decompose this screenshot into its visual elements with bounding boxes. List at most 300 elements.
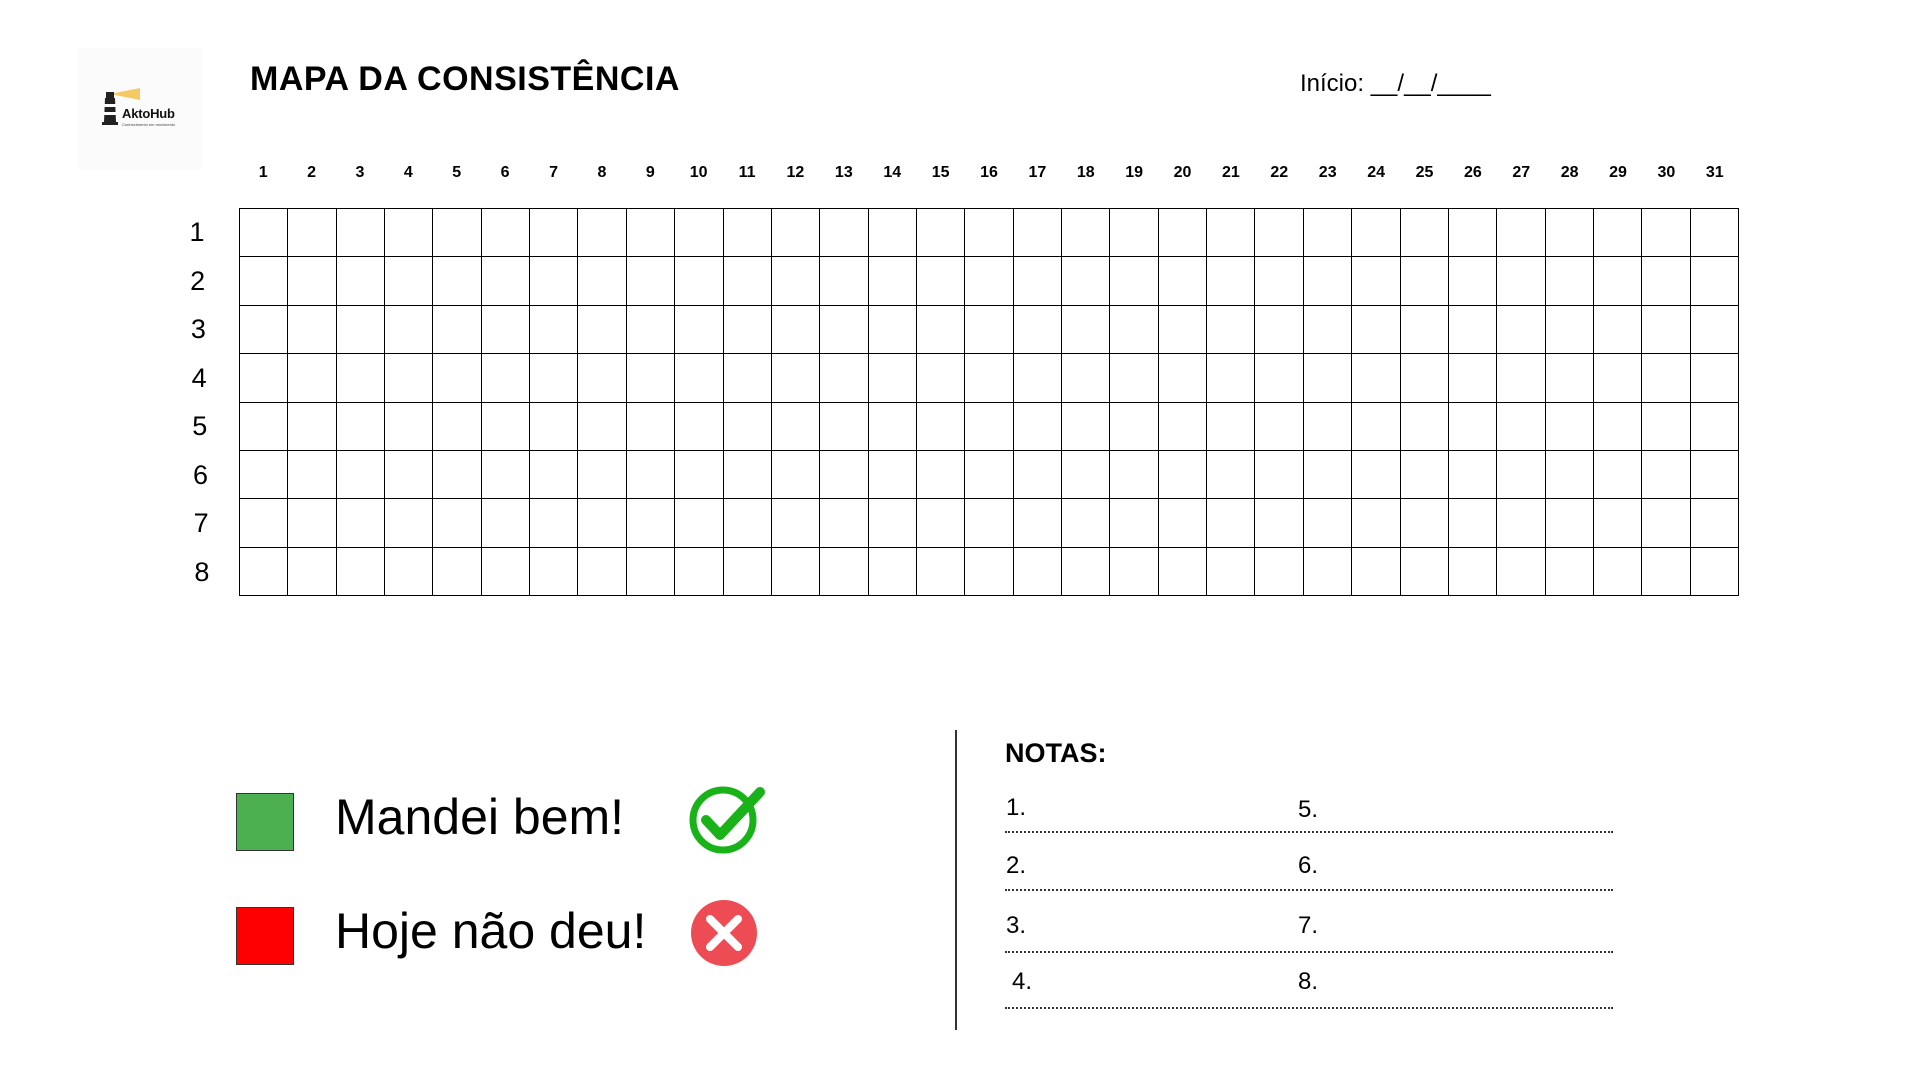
tracker-cell[interactable] xyxy=(385,354,433,402)
day-label: 2 xyxy=(307,164,317,181)
tracker-cell[interactable] xyxy=(337,209,385,257)
tracker-cell[interactable] xyxy=(965,209,1013,257)
tracker-cell[interactable] xyxy=(433,499,481,547)
tracker-cell[interactable] xyxy=(1401,306,1449,354)
tracker-cell[interactable] xyxy=(1014,451,1062,499)
tracker-cell[interactable] xyxy=(869,451,917,499)
tracker-cell[interactable] xyxy=(240,209,288,257)
tracker-cell[interactable] xyxy=(578,548,626,596)
tracker-cell[interactable] xyxy=(965,354,1013,402)
tracker-cell[interactable] xyxy=(1691,354,1739,402)
day-label: 29 xyxy=(1609,164,1627,181)
tracker-cell[interactable] xyxy=(724,257,772,305)
tracker-cell[interactable] xyxy=(578,209,626,257)
tracker-cell[interactable] xyxy=(288,354,336,402)
tracker-cell[interactable] xyxy=(772,306,820,354)
tracker-cell[interactable] xyxy=(1642,451,1690,499)
tracker-cell[interactable] xyxy=(917,548,965,596)
tracker-cell[interactable] xyxy=(1207,403,1255,451)
tracker-cell[interactable] xyxy=(1110,209,1158,257)
tracker-cell[interactable] xyxy=(1449,499,1497,547)
tracker-cell[interactable] xyxy=(1014,257,1062,305)
tracker-cell[interactable] xyxy=(385,499,433,547)
tracker-cell[interactable] xyxy=(1110,548,1158,596)
tracker-cell[interactable] xyxy=(1255,209,1303,257)
tracker-cell[interactable] xyxy=(1110,354,1158,402)
tracker-cell[interactable] xyxy=(1159,403,1207,451)
note-4: 4. xyxy=(1012,968,1033,995)
tracker-cell[interactable] xyxy=(965,403,1013,451)
tracker-cell[interactable] xyxy=(724,354,772,402)
day-label: 7 xyxy=(549,164,558,181)
tracker-cell[interactable] xyxy=(1159,451,1207,499)
tracker-cell[interactable] xyxy=(1497,451,1545,499)
page-title: MAPA DA CONSISTÊNCIA xyxy=(250,60,680,98)
tracker-cell[interactable] xyxy=(724,403,772,451)
day-label: 14 xyxy=(883,164,902,181)
day-label: 24 xyxy=(1367,164,1385,181)
note-line-1[interactable] xyxy=(1005,831,1613,833)
day-label: 10 xyxy=(689,164,708,181)
tracker-cell[interactable] xyxy=(1449,306,1497,354)
tracker-cell[interactable] xyxy=(627,403,675,451)
tracker-cell[interactable] xyxy=(1014,403,1062,451)
tracker-cell[interactable] xyxy=(724,209,772,257)
tracker-cell[interactable] xyxy=(1014,306,1062,354)
tracker-cell[interactable] xyxy=(1546,209,1594,257)
tracker-cell[interactable] xyxy=(627,257,675,305)
tracker-cell[interactable] xyxy=(1352,451,1400,499)
tracker-cell[interactable] xyxy=(1207,354,1255,402)
tracker-cell[interactable] xyxy=(820,548,868,596)
tracker-cell[interactable] xyxy=(530,306,578,354)
tracker-cell[interactable] xyxy=(578,257,626,305)
row-label: 7 xyxy=(193,508,209,538)
tracker-cell[interactable] xyxy=(675,257,723,305)
tracker-cell[interactable] xyxy=(1546,548,1594,596)
tracker-cell[interactable] xyxy=(433,209,481,257)
tracker-cell[interactable] xyxy=(240,451,288,499)
note-line-2[interactable] xyxy=(1005,889,1613,891)
tracker-cell[interactable] xyxy=(1594,257,1642,305)
row-label: 4 xyxy=(191,362,207,393)
tracker-cell[interactable] xyxy=(1401,499,1449,547)
tracker-cell[interactable] xyxy=(627,451,675,499)
tracker-cell[interactable] xyxy=(675,209,723,257)
tracker-cell[interactable] xyxy=(820,451,868,499)
check-circle-icon xyxy=(688,782,766,854)
tracker-cell[interactable] xyxy=(433,306,481,354)
tracker-cell[interactable] xyxy=(530,548,578,596)
tracker-cell[interactable] xyxy=(917,451,965,499)
tracker-cell[interactable] xyxy=(772,451,820,499)
tracker-cell[interactable] xyxy=(1401,451,1449,499)
tracker-cell[interactable] xyxy=(869,354,917,402)
tracker-cell[interactable] xyxy=(337,403,385,451)
day-label: 9 xyxy=(645,164,655,181)
tracker-cell[interactable] xyxy=(1691,306,1739,354)
tracker-cell[interactable] xyxy=(1304,257,1352,305)
notes-title: NOTAS: xyxy=(1005,738,1107,768)
tracker-cell[interactable] xyxy=(1546,306,1594,354)
tracker-cell[interactable] xyxy=(1594,451,1642,499)
tracker-cell[interactable] xyxy=(965,451,1013,499)
note-2: 2. xyxy=(1006,852,1027,879)
tracker-cell[interactable] xyxy=(627,548,675,596)
tracker-cell[interactable] xyxy=(337,306,385,354)
tracker-cell[interactable] xyxy=(1062,548,1110,596)
note-6: 6. xyxy=(1298,852,1319,879)
tracker-cell[interactable] xyxy=(1255,257,1303,305)
tracker-cell[interactable] xyxy=(772,499,820,547)
day-label: 4 xyxy=(403,164,413,181)
tracker-cell[interactable] xyxy=(578,306,626,354)
tracker-cell[interactable] xyxy=(1594,306,1642,354)
tracker-cell[interactable] xyxy=(965,257,1013,305)
tracker-cell[interactable] xyxy=(869,209,917,257)
tracker-cell[interactable] xyxy=(1691,257,1739,305)
tracker-cell[interactable] xyxy=(869,499,917,547)
tracker-cell[interactable] xyxy=(530,354,578,402)
tracker-cell[interactable] xyxy=(1691,209,1739,257)
tracker-cell[interactable] xyxy=(1062,451,1110,499)
tracker-cell[interactable] xyxy=(1062,306,1110,354)
day-label: 8 xyxy=(597,164,607,181)
tracker-cell[interactable] xyxy=(965,548,1013,596)
tracker-cell[interactable] xyxy=(288,403,336,451)
tracker-cell[interactable] xyxy=(1159,306,1207,354)
tracker-cell[interactable] xyxy=(1642,209,1690,257)
tracker-cell[interactable] xyxy=(820,499,868,547)
tracker-cell[interactable] xyxy=(240,548,288,596)
tracker-cell[interactable] xyxy=(1014,209,1062,257)
tracker-cell[interactable] xyxy=(772,548,820,596)
tracker-cell[interactable] xyxy=(1449,209,1497,257)
tracker-cell[interactable] xyxy=(578,499,626,547)
tracker-cell[interactable] xyxy=(385,209,433,257)
day-label: 27 xyxy=(1512,164,1531,181)
tracker-cell[interactable] xyxy=(1401,548,1449,596)
day-label: 28 xyxy=(1560,164,1579,181)
day-label: 20 xyxy=(1173,164,1192,181)
tracker-cell[interactable] xyxy=(530,257,578,305)
day-label: 21 xyxy=(1222,164,1240,181)
tracker-cell[interactable] xyxy=(1642,403,1690,451)
tracker-cell[interactable] xyxy=(1159,548,1207,596)
tracker-cell[interactable] xyxy=(1304,403,1352,451)
tracker-cell[interactable] xyxy=(240,257,288,305)
tracker-cell[interactable] xyxy=(1352,548,1400,596)
tracker-cell[interactable] xyxy=(482,209,530,257)
tracker-cell[interactable] xyxy=(724,306,772,354)
tracker-cell[interactable] xyxy=(1304,354,1352,402)
tracker-cell[interactable] xyxy=(1062,209,1110,257)
note-8: 8. xyxy=(1298,968,1319,995)
tracker-cell[interactable] xyxy=(772,257,820,305)
tracker-cell[interactable] xyxy=(1304,451,1352,499)
tracker-cell[interactable] xyxy=(1014,354,1062,402)
tracker-cell[interactable] xyxy=(1401,354,1449,402)
tracker-cell[interactable] xyxy=(772,209,820,257)
tracker-cell[interactable] xyxy=(772,403,820,451)
tracker-cell[interactable] xyxy=(482,451,530,499)
tracker-cell[interactable] xyxy=(1062,403,1110,451)
tracker-cell[interactable] xyxy=(337,354,385,402)
tracker-cell[interactable] xyxy=(1401,403,1449,451)
tracker-cell[interactable] xyxy=(1304,209,1352,257)
row-label: 3 xyxy=(190,314,206,344)
tracker-cell[interactable] xyxy=(1304,548,1352,596)
tracker-cell[interactable] xyxy=(1497,548,1545,596)
tracker-cell[interactable] xyxy=(675,499,723,547)
tracker-cell[interactable] xyxy=(1401,209,1449,257)
tracker-cell[interactable] xyxy=(1594,354,1642,402)
day-label: 6 xyxy=(500,164,510,181)
tracker-cell[interactable] xyxy=(1642,354,1690,402)
tracker-cell[interactable] xyxy=(724,499,772,547)
tracker-cell[interactable] xyxy=(675,306,723,354)
tracker-cell[interactable] xyxy=(1110,499,1158,547)
tracker-cell[interactable] xyxy=(1352,499,1400,547)
tracker-cell[interactable] xyxy=(433,354,481,402)
tracker-cell[interactable] xyxy=(820,354,868,402)
tracker-cell[interactable] xyxy=(337,257,385,305)
tracker-cell[interactable] xyxy=(288,209,336,257)
tracker-cell[interactable] xyxy=(917,306,965,354)
tracker-cell[interactable] xyxy=(530,499,578,547)
tracker-cell[interactable] xyxy=(530,209,578,257)
tracker-cell[interactable] xyxy=(869,403,917,451)
tracker-cell[interactable] xyxy=(1642,257,1690,305)
tracker-cell[interactable] xyxy=(578,354,626,402)
tracker-cell[interactable] xyxy=(433,403,481,451)
day-label: 13 xyxy=(834,164,853,181)
tracker-cell[interactable] xyxy=(820,209,868,257)
tracker-cell[interactable] xyxy=(1352,306,1400,354)
row-label: 5 xyxy=(192,411,208,441)
tracker-cell[interactable] xyxy=(1642,499,1690,547)
tracker-cell[interactable] xyxy=(1352,209,1400,257)
note-5: 5. xyxy=(1298,796,1319,823)
tracker-cell[interactable] xyxy=(869,257,917,305)
tracker-cell[interactable] xyxy=(1255,548,1303,596)
row-label: 2 xyxy=(190,265,206,296)
tracker-cell[interactable] xyxy=(240,306,288,354)
note-line-4[interactable] xyxy=(1005,1007,1613,1009)
tracker-cell[interactable] xyxy=(772,354,820,402)
tracker-cell[interactable] xyxy=(675,548,723,596)
tracker-cell[interactable] xyxy=(724,451,772,499)
tracker-cell[interactable] xyxy=(288,451,336,499)
tracker-cell[interactable] xyxy=(385,257,433,305)
row-label: 6 xyxy=(192,459,209,490)
tracker-cell[interactable] xyxy=(1594,403,1642,451)
tracker-cell[interactable] xyxy=(337,548,385,596)
tracker-cell[interactable] xyxy=(1159,499,1207,547)
tracker-cell[interactable] xyxy=(1207,209,1255,257)
day-label: 15 xyxy=(931,164,950,181)
tracker-cell[interactable] xyxy=(1594,548,1642,596)
tracker-cell[interactable] xyxy=(1497,209,1545,257)
tracker-cell[interactable] xyxy=(1062,257,1110,305)
day-label: 12 xyxy=(786,164,805,181)
tracker-cell[interactable] xyxy=(675,403,723,451)
tracker-cell[interactable] xyxy=(1255,354,1303,402)
tracker-cell[interactable] xyxy=(433,257,481,305)
tracker-cell[interactable] xyxy=(1255,403,1303,451)
tracker-cell[interactable] xyxy=(1159,354,1207,402)
tracker-cell[interactable] xyxy=(1449,548,1497,596)
tracker-cell[interactable] xyxy=(1352,354,1400,402)
tracker-cell[interactable] xyxy=(1642,306,1690,354)
tracker-cell[interactable] xyxy=(530,451,578,499)
tracker-cell[interactable] xyxy=(1497,306,1545,354)
tracker-cell[interactable] xyxy=(240,403,288,451)
tracker-cell[interactable] xyxy=(482,354,530,402)
tracker-cell[interactable] xyxy=(1546,354,1594,402)
tracker-cell[interactable] xyxy=(917,354,965,402)
tracker-cell[interactable] xyxy=(578,403,626,451)
tracker-cell[interactable] xyxy=(385,306,433,354)
start-date-field[interactable]: Início: __/__/____ xyxy=(1300,70,1491,97)
tracker-cell[interactable] xyxy=(917,257,965,305)
tracker-cell[interactable] xyxy=(1062,354,1110,402)
tracker-cell[interactable] xyxy=(1497,257,1545,305)
day-label: 19 xyxy=(1125,164,1144,181)
tracker-cell[interactable] xyxy=(337,499,385,547)
tracker-cell[interactable] xyxy=(869,548,917,596)
tracker-cell[interactable] xyxy=(1594,499,1642,547)
tracker-cell[interactable] xyxy=(1497,403,1545,451)
tracker-cell[interactable] xyxy=(1110,403,1158,451)
tracker-cell[interactable] xyxy=(1304,306,1352,354)
tracker-cell[interactable] xyxy=(385,403,433,451)
tracker-cell[interactable] xyxy=(820,403,868,451)
tracker-cell[interactable] xyxy=(1642,548,1690,596)
tracker-cell[interactable] xyxy=(627,306,675,354)
tracker-cell[interactable] xyxy=(1110,306,1158,354)
tracker-cell[interactable] xyxy=(1352,257,1400,305)
tracker-cell[interactable] xyxy=(1497,499,1545,547)
logo xyxy=(78,48,202,170)
day-label: 30 xyxy=(1657,164,1676,181)
tracker-cell[interactable] xyxy=(627,354,675,402)
tracker-cell[interactable] xyxy=(1691,548,1739,596)
tracker-cell[interactable] xyxy=(1062,499,1110,547)
day-label: 5 xyxy=(452,164,462,181)
day-label: 26 xyxy=(1463,164,1482,181)
tracker-cell[interactable] xyxy=(1546,451,1594,499)
tracker-cell[interactable] xyxy=(288,257,336,305)
day-label: 23 xyxy=(1318,164,1337,181)
day-label: 11 xyxy=(738,164,756,181)
tracker-cell[interactable] xyxy=(1691,403,1739,451)
tracker-cell[interactable] xyxy=(1159,209,1207,257)
tracker-cell[interactable] xyxy=(288,548,336,596)
tracker-cell[interactable] xyxy=(1352,403,1400,451)
tracker-cell[interactable] xyxy=(627,499,675,547)
tracker-cell[interactable] xyxy=(820,306,868,354)
tracker-cell[interactable] xyxy=(433,451,481,499)
tracker-cell[interactable] xyxy=(1304,499,1352,547)
tracker-cell[interactable] xyxy=(482,548,530,596)
tracker-cell[interactable] xyxy=(965,499,1013,547)
tracker-cell[interactable] xyxy=(1159,257,1207,305)
tracker-cell[interactable] xyxy=(240,499,288,547)
note-1: 1. xyxy=(1006,794,1027,821)
tracker-cell[interactable] xyxy=(917,403,965,451)
tracker-cell[interactable] xyxy=(869,306,917,354)
tracker-cell[interactable] xyxy=(385,451,433,499)
tracker-cell[interactable] xyxy=(433,548,481,596)
tracker-cell[interactable] xyxy=(1449,257,1497,305)
tracker-cell[interactable] xyxy=(1207,306,1255,354)
tracker-cell[interactable] xyxy=(1110,257,1158,305)
tracker-cell[interactable] xyxy=(1594,209,1642,257)
tracker-cell[interactable] xyxy=(1546,499,1594,547)
tracker-cell[interactable] xyxy=(578,451,626,499)
tracker-cell[interactable] xyxy=(917,499,965,547)
tracker-cell[interactable] xyxy=(675,451,723,499)
note-line-3[interactable] xyxy=(1005,951,1613,953)
tracker-cell[interactable] xyxy=(1207,451,1255,499)
tracker-cell[interactable] xyxy=(1110,451,1158,499)
day-label: 17 xyxy=(1028,164,1047,181)
tracker-cell[interactable] xyxy=(1255,499,1303,547)
tracker-cell[interactable] xyxy=(288,306,336,354)
tracker-cell[interactable] xyxy=(1255,306,1303,354)
tracker-cell[interactable] xyxy=(1691,451,1739,499)
tracker-cell[interactable] xyxy=(1207,257,1255,305)
tracker-cell[interactable] xyxy=(1546,257,1594,305)
tracker-cell[interactable] xyxy=(1401,257,1449,305)
tracker-cell[interactable] xyxy=(1449,354,1497,402)
tracker-cell[interactable] xyxy=(482,499,530,547)
tracker-grid xyxy=(239,208,1739,596)
tracker-cell[interactable] xyxy=(1014,499,1062,547)
tracker-cell[interactable] xyxy=(1207,499,1255,547)
tracker-cell[interactable] xyxy=(1255,451,1303,499)
logo-brand: AktoHub xyxy=(122,106,175,121)
section-divider xyxy=(955,730,957,1030)
note-7: 7. xyxy=(1298,912,1319,939)
tracker-cell[interactable] xyxy=(965,306,1013,354)
note-3: 3. xyxy=(1006,912,1027,939)
tracker-cell[interactable] xyxy=(1449,403,1497,451)
tracker-cell[interactable] xyxy=(724,548,772,596)
tracker-cell[interactable] xyxy=(1014,548,1062,596)
tracker-cell[interactable] xyxy=(675,354,723,402)
tracker-cell[interactable] xyxy=(917,209,965,257)
row-label: 1 xyxy=(189,217,205,247)
tracker-cell[interactable] xyxy=(1497,354,1545,402)
tracker-cell[interactable] xyxy=(1207,548,1255,596)
tracker-cell[interactable] xyxy=(482,257,530,305)
tracker-cell[interactable] xyxy=(482,306,530,354)
tracker-cell[interactable] xyxy=(1449,451,1497,499)
tracker-cell[interactable] xyxy=(288,499,336,547)
tracker-cell[interactable] xyxy=(337,451,385,499)
tracker-cell[interactable] xyxy=(1691,499,1739,547)
tracker-cell[interactable] xyxy=(240,354,288,402)
tracker-cell[interactable] xyxy=(385,548,433,596)
tracker-cell[interactable] xyxy=(530,403,578,451)
tracker-cell[interactable] xyxy=(820,257,868,305)
tracker-cell[interactable] xyxy=(627,209,675,257)
tracker-cell[interactable] xyxy=(1546,403,1594,451)
day-label: 18 xyxy=(1076,164,1095,181)
tracker-cell[interactable] xyxy=(482,403,530,451)
